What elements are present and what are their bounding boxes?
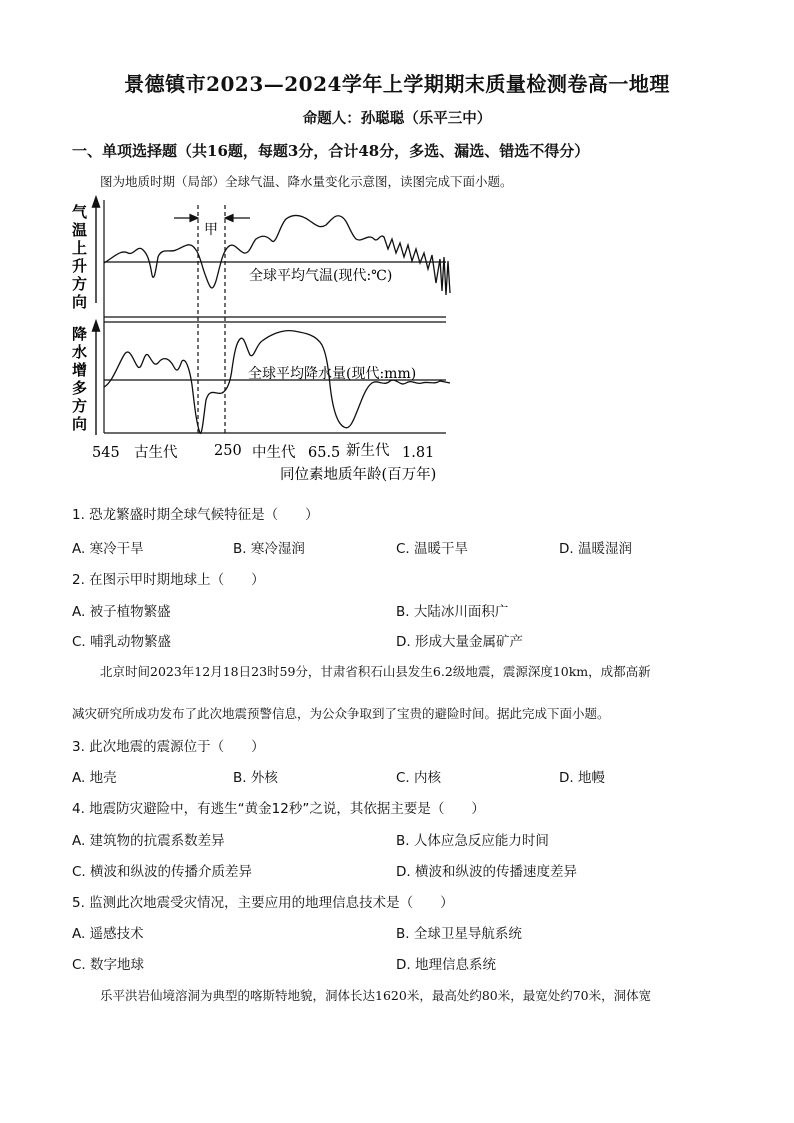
q3-option-b[interactable]: B. 外核 — [233, 770, 278, 786]
temp-axis-char: 升 — [72, 257, 88, 275]
question-1: 1. 恐龙繁盛时期全球气候特征是（ ） — [72, 507, 319, 523]
temp-axis-label — [72, 203, 88, 311]
q4-option-b[interactable]: B. 人体应急反应能力时间 — [396, 833, 549, 849]
intro-text-earthquake-1: 北京时间2023年12月18日23时59分，甘肃省积石山县发生6.2级地震，震源深度10km，成都高新 — [100, 664, 651, 679]
precip-axis-char: 水 — [72, 343, 88, 361]
q3-option-d[interactable]: D. 地幔 — [559, 770, 605, 786]
section-heading: 一、单项选择题（共16题，每题3分，合计48分，多选、漏选、错选不得分） — [72, 142, 590, 160]
temp-axis-char: 气 — [72, 203, 88, 221]
question-4: 4. 地震防灾避险中，有逃生“黄金12秒”之说，其依据主要是（ ） — [72, 801, 485, 817]
q2-option-d[interactable]: D. 形成大量金属矿产 — [396, 634, 523, 650]
author-line: 命题人：孙聪聪（乐平三中） — [302, 110, 492, 127]
temp-axis-char: 温 — [72, 221, 88, 239]
temp-axis-char: 向 — [72, 293, 88, 311]
q1-option-b[interactable]: B. 寒冷湿润 — [233, 541, 305, 557]
intro-text-earthquake-2: 减灾研究所成功发布了此次地震预警信息，为公众争取到了宝贵的避险时间。据此完成下面小题。 — [72, 706, 610, 721]
climate-figure — [66, 195, 456, 485]
temp-axis-arrowhead — [93, 197, 100, 207]
intro-text-figure: 图为地质时期（局部）全球气温、降水量变化示意图，读图完成下面小题。 — [100, 174, 513, 189]
jia-label: 甲 — [204, 222, 218, 238]
temp-axis-char: 上 — [72, 239, 88, 257]
precip-axis-label — [72, 325, 87, 433]
precip-curve-label: 全球平均降水量(现代:mm) — [248, 366, 417, 382]
intro-text-karst: 乐平洪岩仙境溶洞为典型的喀斯特地貌，洞体长达1620米，最高处约80米，最宽处约70米，洞体宽 — [100, 988, 652, 1003]
q1-option-a[interactable]: A. 寒冷干旱 — [72, 541, 144, 557]
q5-option-d[interactable]: D. 地理信息系统 — [396, 957, 496, 973]
q4-option-a[interactable]: A. 建筑物的抗震系数差异 — [72, 833, 225, 849]
q3-option-a[interactable]: A. 地壳 — [72, 770, 117, 786]
precip-axis-arrowhead — [93, 321, 100, 331]
q1-option-d[interactable]: D. 温暖湿润 — [559, 541, 632, 557]
temp-axis-char: 方 — [72, 275, 88, 293]
question-5: 5. 监测此次地震受灾情况，主要应用的地理信息技术是（ ） — [72, 895, 454, 911]
q3-option-c[interactable]: C. 内核 — [396, 770, 442, 786]
tick-label-65-5: 65.5 — [308, 445, 341, 461]
tick-label-1-81: 1.81 — [402, 445, 435, 461]
tick-label-paleozoic: 古生代 — [134, 445, 178, 461]
q2-option-b[interactable]: B. 大陆冰川面积广 — [396, 604, 509, 620]
temp-curve-label: 全球平均气温(现代:℃) — [249, 268, 393, 284]
q2-option-c[interactable]: C. 哺乳动物繁盛 — [72, 634, 172, 650]
question-2: 2. 在图示甲时期地球上（ ） — [72, 572, 265, 588]
precip-axis-char: 方 — [72, 397, 88, 415]
precipitation-curve — [104, 331, 450, 434]
precip-axis-char: 增 — [72, 361, 88, 379]
tick-label-mesozoic: 中生代 — [252, 445, 296, 461]
exam-title: 景德镇市2023—2024学年上学期期末质量检测卷高一地理 — [124, 72, 670, 96]
q4-option-c[interactable]: C. 横波和纵波的传播介质差异 — [72, 864, 253, 880]
q5-option-a[interactable]: A. 遥感技术 — [72, 926, 144, 942]
tick-label-250: 250 — [214, 443, 242, 459]
q2-option-a[interactable]: A. 被子植物繁盛 — [72, 604, 171, 620]
q5-option-c[interactable]: C. 数字地球 — [72, 957, 145, 973]
precip-axis-char: 向 — [72, 415, 88, 433]
question-3: 3. 此次地震的震源位于（ ） — [72, 739, 265, 755]
precip-axis-char: 多 — [72, 379, 88, 397]
precip-axis-char: 降 — [72, 325, 88, 343]
q1-option-c[interactable]: C. 温暖干旱 — [396, 541, 469, 557]
x-axis-title: 同位素地质年龄(百万年) — [280, 467, 437, 483]
q4-option-d[interactable]: D. 横波和纵波的传播速度差异 — [396, 864, 577, 880]
q5-option-b[interactable]: B. 全球卫星导航系统 — [396, 926, 522, 942]
tick-label-cenozoic: 新生代 — [346, 443, 390, 459]
tick-label-545: 545 — [92, 445, 120, 461]
